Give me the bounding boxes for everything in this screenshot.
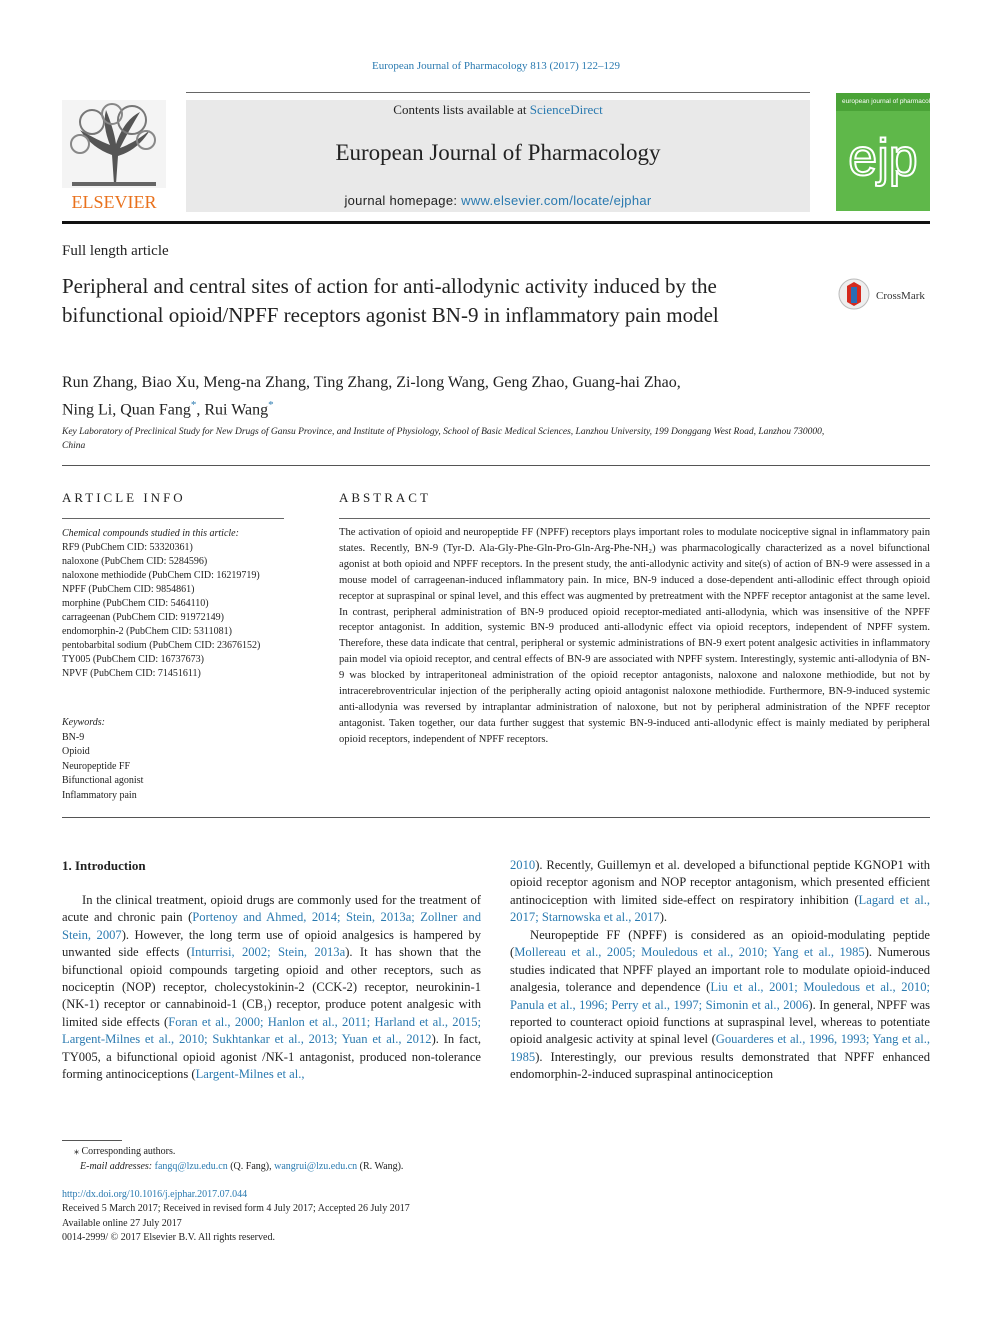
corresponding-mark[interactable]: * (268, 399, 274, 411)
journal-homepage-link[interactable]: www.elsevier.com/locate/ejphar (461, 193, 652, 208)
corresponding-footnote: ⁎ Corresponding authors. E-mail addresses: fangq@lzu.edu.cn (Q. Fang), wangrui@lzu.edu.cn (R. Wang). (74, 1146, 404, 1172)
doi-link[interactable]: http://dx.doi.org/10.1016/j.ejphar.2017.07.044 (62, 1189, 248, 1200)
list-item: morphine (PubChem CID: 5464110) (62, 598, 209, 609)
divider (62, 518, 284, 519)
crossmark-label: CrossMark (876, 290, 925, 302)
journal-cover-art (836, 93, 941, 211)
crossmark-badge[interactable] (838, 278, 938, 312)
article-title: Peripheral and central sites of action for anti-allodynic activity induced by the bifunctional opioid/NPFF receptors agonist BN-9 in inflammatory pain model (62, 274, 719, 327)
list-item: carrageenan (PubChem CID: 91972149) (62, 612, 224, 623)
citation-link[interactable]: Mollereau et al., 2005; Mouledous et al., 2010; Yang et al., 1985 (514, 945, 865, 960)
introduction-heading: 1. Introduction (62, 858, 146, 873)
elsevier-logo[interactable] (62, 100, 166, 212)
journal-citation[interactable]: European Journal of Pharmacology 813 (2017) 122–129 (371, 60, 621, 72)
contents-available-line: Contents lists available at ScienceDirect (393, 102, 603, 117)
divider (62, 465, 930, 466)
chemical-compounds-list: Chemical compounds studied in this article: RF9 (PubChem CID: 53320361) naloxone (PubChem CID: 5284596) naloxone methiodide (PubChem CID: 16219719) NPFF (PubChem CID: 9854861) morphine (PubChem CID: 5464110) carrageenan (PubChem CID: 91972149) endomorphin-2 (PubChem CID: 5311081) pentobarbital sodium (PubChem CID: 23676152) TY005 (PubChem CID: 16737673) NPVF (PubChem CID: 71451611) (62, 527, 302, 681)
crossmark-icon (838, 278, 938, 312)
intro-paragraph-2: Neuropeptide FF (NPFF) is considered as an opioid-modulating peptide (Mollereau et al., 2005; Mouledous et al., 2010; Yang et al., 1985). Numerous studies indicated that NPFF played an important role to modulate opioid-induced analgesia, tolerance and dependence (Liu et al., 2001; Mouledous et al., 2010; Panula et al., 1996; Perry et al., 1997; Simonin et al., 2006). In general, NPFF was reported to counteract opioid functions at supraspinal level, whereas to potentiate opioid analgesic activity at spinal level (Gouarderes et al., 1996, 1993; Yang et al., 1985). Interestingly, our previous results demonstrated that NPFF enhanced endomorphin-2-induced supraspinal antinociception (510, 928, 930, 1082)
intro-paragraph-1-continued: 2010). Recently, Guillemyn et al. developed a bifunctional peptide KGNOP1 with opioid receptor agonism and NOP receptor antagonism, which presented efficient antinociception with limited side-effect on respiratory inhibition (Lagard et al., 2017; Starnowska et al., 2017). (510, 858, 930, 925)
keyword: Neuropeptide FF (62, 760, 131, 772)
affiliation: Key Laboratory of Preclinical Study for New Drugs of Gansu Province, and Institute of Physiology, School of Basic Medical Sciences, Lanzhou University, 199 Donggang West Road, Lanzhou 730000, China (62, 427, 825, 451)
email-link[interactable]: fangq@lzu.edu.cn (154, 1160, 228, 1172)
keywords-list: Keywords: BN-9 Opioid Neuropeptide FF Bifunctional agonist Inflammatory pain (62, 716, 302, 803)
keyword: BN-9 (62, 731, 85, 743)
citation-link[interactable]: Lagard et al., 2017; Starnowska et al., 2017 (510, 892, 930, 925)
citation-link[interactable]: 2010 (510, 858, 536, 872)
sciencedirect-link[interactable]: ScienceDirect (529, 102, 603, 117)
keyword: Inflammatory pain (62, 789, 137, 801)
citation-link[interactable]: Portenoy and Ahmed, 2014; Stein, 2013a; Zollner and Stein, 2007 (62, 910, 481, 942)
cover-ejp-mark: ejp (848, 129, 918, 187)
citation-link[interactable]: Foran et al., 2000; Hanlon et al., 2011; Harland et al., 2015; Largent-Milnes et al., 2010; Sukhtankar et al., 2013; Yuan et al., 2012 (62, 1014, 481, 1047)
list-item: RF9 (PubChem CID: 53320361) (62, 542, 193, 553)
publication-info: http://dx.doi.org/10.1016/j.ejphar.2017.07.044 Received 5 March 2017; Received in revised form 4 July 2017; Accepted 26 July 2017 Available online 27 July 2017 0014-2999/ © 2017 Elsevier B.V. All rights reserved. (62, 1189, 410, 1243)
journal-name: European Journal of Pharmacology (335, 140, 661, 165)
journal-cover[interactable] (836, 93, 941, 211)
email-link[interactable]: wangrui@lzu.edu.cn (274, 1160, 358, 1172)
keyword: Bifunctional agonist (62, 775, 144, 786)
citation-link[interactable]: Liu et al., 2001; Mouledous et al., 2010; Panula et al., 1996; Perry et al., 1997; Simonin et al., 2006 (510, 980, 930, 1012)
article-type: Full length article (62, 243, 169, 259)
footnote-rule (62, 1140, 122, 1141)
author-list: Run Zhang, Biao Xu, Meng-na Zhang, Ting Zhang, Zi-long Wang, Geng Zhao, Guang-hai Zhao, Ning Li, Quan Fang*, Rui Wang* (62, 374, 681, 419)
list-item: naloxone (PubChem CID: 5284596) (62, 556, 208, 567)
elsevier-tree-icon (62, 100, 166, 212)
header-divider (186, 92, 810, 93)
list-item: naloxone methiodide (PubChem CID: 16219719) (62, 570, 260, 581)
corresponding-mark[interactable]: * (190, 399, 197, 411)
citation-link[interactable]: Inturrisi, 2002; Stein, 2013a (190, 945, 346, 960)
elsevier-wordmark: ELSEVIER (71, 192, 157, 212)
divider (62, 817, 930, 818)
list-item: endomorphin-2 (PubChem CID: 5311081) (62, 626, 232, 637)
divider (339, 518, 930, 519)
cover-title: european journal of pharmacology (842, 98, 941, 105)
article-info-heading: ARTICLE INFO (62, 490, 186, 505)
citation-link[interactable]: Largent-Milnes et al., (195, 1067, 305, 1082)
masthead-bottom-rule (62, 221, 930, 224)
list-item: NPFF (PubChem CID: 9854861) (62, 584, 195, 595)
journal-homepage-line: journal homepage: www.elsevier.com/locate/ejphar (344, 193, 652, 208)
list-item: NPVF (PubChem CID: 71451611) (62, 668, 201, 679)
keyword: Opioid (62, 746, 90, 757)
list-item: pentobarbital sodium (PubChem CID: 23676152) (62, 640, 261, 651)
abstract-text: The activation of opioid and neuropeptide FF (NPFF) receptors plays important roles to modulate nociceptive signal in inflammatory pain states. Recently, BN-9 (Tyr-D. Ala-Gly-Phe-Gln-Pro-Gln-Arg-Phe-NH₂) was pharmacologically characterized as a novel bifunctional agonist at both opioid and NPFF receptors. In the present study, the anti-allodynic activity and site(s) of action of BN-9 were assessed in a mouse model of carrageenan-induced inflammatory pain. In mice, BN-9 induced a dose-dependent anti-allodinic effect through opioid receptor at supraspinal or spinal level, and this effect was augmented by pretreatment with the NPFF receptor antagonist at the same level. In contrast, peripheral administration of BN-9 produced opioid receptor-mediated anti-allodynia, which was insensitive of the NPFF receptor antagonist. In addition, systemic BN-9 produced anti-allodynic effect via opioid receptors, independent of NPFF system. Therefore, these data indicate that central, peripheral or systemic administrations of BN-9 exert potent analgesic activities in inflammatory pain model via opioid receptor, and central effects of BN-9 are associated with NPFF system. Interestingly, systemic anti-allodynia of BN-9 was blocked by intraperitoneal administration of the opioid receptor antagonists, naloxone and naloxone methiodide, but not by intracerebroventricular injection of the peripherally acting opioid antagonist naloxone methiodide. Furthermore, BN-9-induced systemic anti-allodynia was reversed by intraplantar administration of naloxone, but not by peripheral administration of the NPFF receptor antagonist. Taken together, our data further suggest that systemic BN-9-induced anti-allodynic effect is mainly mediated by peripheral opioid receptors, independent of NPFF receptors. (339, 527, 930, 745)
list-item: TY005 (PubChem CID: 16737673) (62, 654, 204, 665)
citation-link[interactable]: Gouarderes et al., 1996, 1993; Yang et al., 1985 (510, 1032, 930, 1064)
intro-paragraph-1: In the clinical treatment, opioid drugs are commonly used for the treatment of acute and chronic pain (Portenoy and Ahmed, 2014; Stein, 2013a; Zollner and Stein, 2007). However, the long term use of opioid analgesics is hampered by unwanted side effects (Inturrisi, 2002; Stein, 2013a). It has shown that the bifunctional opioid compounds targeting opioid and other receptors, such as nociceptin (NOP) receptor, cholecystokinin-2 (CCK-2) receptor, neurokinin-1 (NK-1) receptor or cannabinoid-1 (CB₁) receptor, produce potent analgesic with limited side effects (Foran et al., 2000; Hanlon et al., 2011; Harland et al., 2015; Largent-Milnes et al., 2010; Sukhtankar et al., 2013; Yuan et al., 2012). In fact, TY005, a bifunctional opioid agonist /NK-1 antagonist, produced non-tolerance forming antinociceptions (Largent-Milnes et al., (62, 893, 482, 1082)
abstract-heading: ABSTRACT (339, 490, 431, 505)
